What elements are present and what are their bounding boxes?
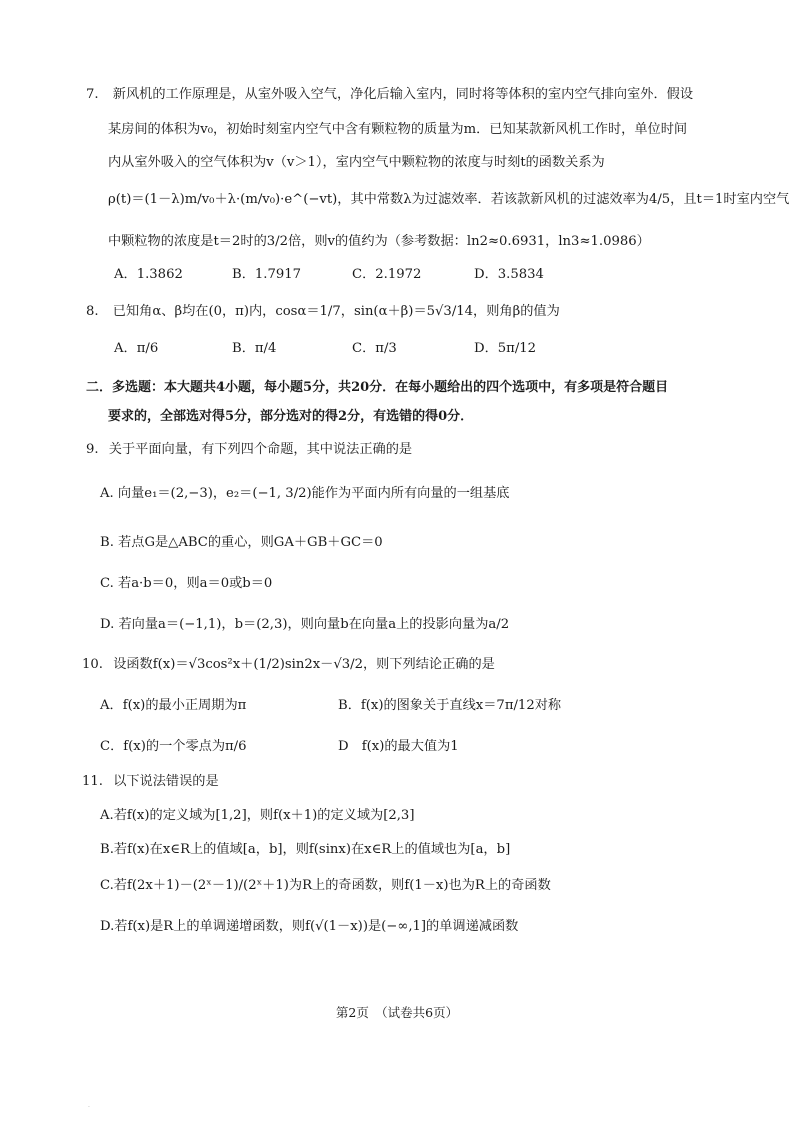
q7-line-2: 某房间的体积为v₀，初始时刻室内空气中含有颗粒物的质量为m．已知某款新风机工作时，单位时间 xyxy=(108,122,688,137)
q10-option-c: C．f(x)的一个零点为π/6 xyxy=(100,739,247,754)
section2-heading-line-1: 二．多选题：本大题共4小题，每小题5分，共20分．在每小题给出的四个选项中，有多项是符合题目 xyxy=(86,380,669,395)
q10-number: 10. xyxy=(82,657,103,672)
q8-option-b: B．π/4 xyxy=(232,341,277,356)
q9-option-b: B. 若点G是△ABC的重心，则GA＋GB＋GC＝0 xyxy=(100,535,383,550)
q9-stem-line: 9. 关于平面向量，有下列四个命题，其中说法正确的是 xyxy=(86,440,412,460)
q11-option-a: A.若f(x)的定义域为[1,2]，则f(x＋1)的定义域为[2,3] xyxy=(100,808,415,823)
q10-stem-line: 10. 设函数f(x)＝√3cos²x＋(1/2)sin2x－√3/2，则下列结论正确的是 xyxy=(82,655,495,675)
q10-option-a: A．f(x)的最小正周期为π xyxy=(100,698,247,713)
q8-option-a: A．π/6 xyxy=(114,341,159,356)
q8-option-c: C．π/3 xyxy=(352,341,397,356)
q7-line-5: 中颗粒物的浓度是t＝2时的3/2倍，则v的值约为（参考数据：ln2≈0.6931，ln3≈1.0986） xyxy=(108,234,650,249)
q7-option-b: B．1.7917 xyxy=(232,267,302,282)
q8-stem-line: 8. 已知角α、β均在(0，π)内，cosα＝1/7，sin(α＋β)＝5√3/14，则角β的值为 xyxy=(86,302,560,322)
q9-option-a: A. 向量e₁＝(2,−3)，e₂＝(−1, 3/2)能作为平面内所有向量的一组基底 xyxy=(100,486,510,501)
q7-option-a: A．1.3862 xyxy=(114,267,183,282)
q10-option-b: B．f(x)的图象关于直线x＝7π/12对称 xyxy=(338,698,562,713)
q9-option-c: C. 若a·b＝0，则a＝0或b＝0 xyxy=(100,576,273,591)
q11-option-d: D.若f(x)是R上的单调递增函数，则f(√(1－x))是(−∞,1]的单调递减函数 xyxy=(100,919,519,934)
q8-number: 8. xyxy=(86,304,99,319)
q9-option-d: D. 若向量a＝(−1,1)，b＝(2,3)，则向量b在向量a上的投影向量为a/2 xyxy=(100,617,510,632)
q11-option-b: B.若f(x)在x∈R上的值域[a，b]，则f(sinx)在x∈R上的值域也为[a，b] xyxy=(100,842,511,857)
q7-number: 7. xyxy=(86,87,99,102)
q10-option-d: D f(x)的最大值为1 xyxy=(338,739,459,754)
q8-option-d: D．5π/12 xyxy=(474,341,537,356)
section2-heading-line-2: 要求的，全部选对得5分，部分选对的得2分，有选错的得0分． xyxy=(108,409,474,424)
q7-option-c: C．2.1972 xyxy=(352,267,422,282)
q11-stem-line: 11. 以下说法错误的是 xyxy=(82,772,219,792)
q11-option-c: C.若f(2x＋1)－(2ˣ－1)/(2ˣ＋1)为R上的奇函数，则f(1－x)也为R上的奇函数 xyxy=(100,878,551,893)
q11-number: 11. xyxy=(82,774,103,789)
q9-number: 9. xyxy=(86,442,99,457)
q7-option-d: D．3.5834 xyxy=(474,267,544,282)
corner-mark: . xyxy=(88,1102,90,1109)
q7-line-3: 内从室外吸入的空气体积为v（v＞1），室内空气中颗粒物的浓度与时刻t的函数关系为 xyxy=(108,155,605,170)
q7-line-4: ρ(t)＝(1－λ)m/v₀＋λ·(m/v₀)·e^(−vt)，其中常数λ为过滤效率．若该款新风机的过滤效率为4/5，且t＝1时室内空气 xyxy=(108,192,790,207)
q7-line-1: 7. 新风机的工作原理是，从室外吸入空气，净化后输入室内，同时将等体积的室内空气排向室外．假设 xyxy=(86,85,693,105)
page-footer: 第2页 （试卷共6页） xyxy=(335,1005,459,1020)
